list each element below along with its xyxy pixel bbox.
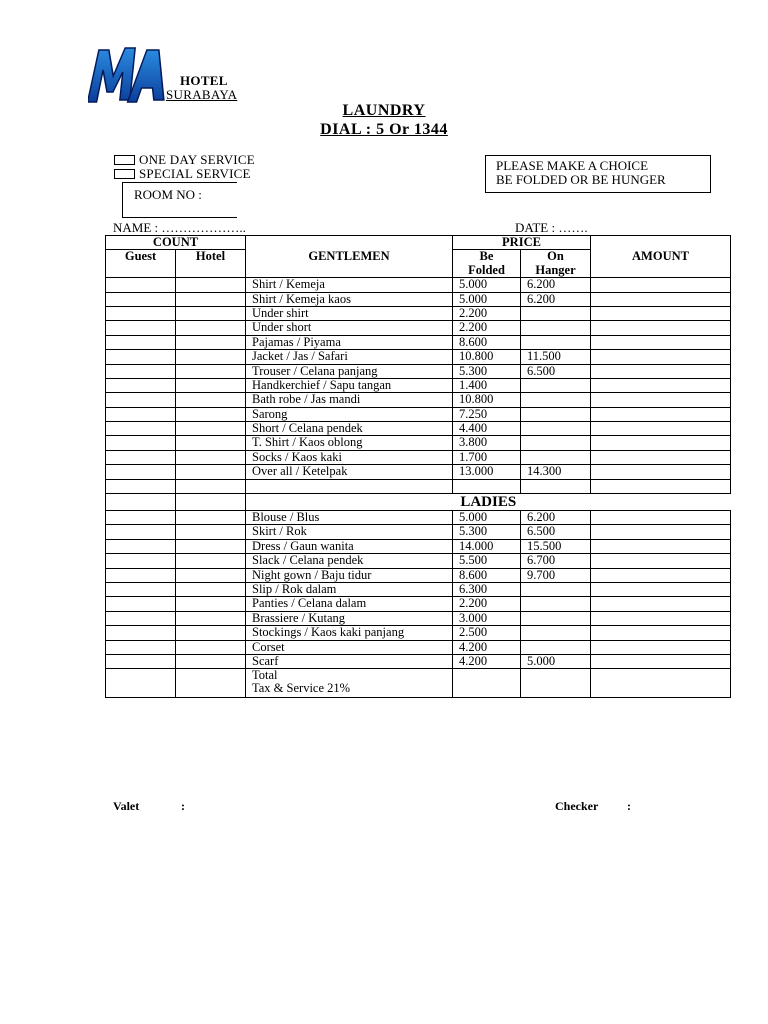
item-name: Under shirt xyxy=(246,306,453,320)
hotel-count-cell[interactable] xyxy=(176,654,246,668)
guest-count-cell[interactable] xyxy=(106,539,176,553)
amount-cell[interactable] xyxy=(591,306,731,320)
price-hanger xyxy=(521,378,591,392)
guest-count-cell[interactable] xyxy=(106,479,176,493)
valet-label: Valet xyxy=(113,799,140,813)
amount-cell[interactable] xyxy=(591,436,731,450)
amount-cell[interactable] xyxy=(591,465,731,479)
total-tax-cell xyxy=(246,669,453,698)
item-name: Brassiere / Kutang xyxy=(246,611,453,625)
total-row xyxy=(106,669,731,698)
table-row xyxy=(106,626,731,640)
table-row xyxy=(106,364,731,378)
guest-count-cell[interactable] xyxy=(106,321,176,335)
hotel-count-cell[interactable] xyxy=(176,626,246,640)
price-hanger: 6.200 xyxy=(521,292,591,306)
item-name: Scarf xyxy=(246,654,453,668)
room-number-label: ROOM NO : xyxy=(134,187,202,202)
table-row xyxy=(106,422,731,436)
table-row xyxy=(106,640,731,654)
one-day-service-label: ONE DAY SERVICE xyxy=(139,152,255,167)
price-hanger xyxy=(521,597,591,611)
price-hanger xyxy=(521,436,591,450)
price-hanger: 11.500 xyxy=(521,350,591,364)
date-field[interactable]: DATE : ……. xyxy=(515,220,588,235)
price-hanger xyxy=(521,479,591,493)
guest-header: Guest xyxy=(106,250,176,278)
hotel-logo xyxy=(88,42,168,108)
amount-cell[interactable] xyxy=(591,626,731,640)
table-row xyxy=(106,350,731,364)
guest-count-cell[interactable] xyxy=(106,335,176,349)
price-hanger xyxy=(521,407,591,421)
price-folded: 2.200 xyxy=(453,306,521,320)
price-folded xyxy=(453,669,521,698)
laundry-price-table xyxy=(105,235,731,698)
hotel-count-cell[interactable] xyxy=(176,407,246,421)
table-row xyxy=(106,436,731,450)
hotel-count-cell[interactable] xyxy=(176,479,246,493)
price-folded: 10.800 xyxy=(453,393,521,407)
price-folded: 7.250 xyxy=(453,407,521,421)
price-hanger xyxy=(521,321,591,335)
price-folded: 2.200 xyxy=(453,321,521,335)
price-folded: 5.000 xyxy=(453,292,521,306)
amount-cell[interactable] xyxy=(591,321,731,335)
guest-count-cell[interactable] xyxy=(106,436,176,450)
item-name: T. Shirt / Kaos oblong xyxy=(246,436,453,450)
price-folded: 5.500 xyxy=(453,554,521,568)
price-hanger xyxy=(521,626,591,640)
one-day-service-checkbox[interactable] xyxy=(114,155,135,165)
amount-cell[interactable] xyxy=(591,525,731,539)
table-row xyxy=(106,278,731,292)
guest-count-cell[interactable] xyxy=(106,597,176,611)
guest-count-cell[interactable] xyxy=(106,494,176,511)
price-folded: 1.400 xyxy=(453,378,521,392)
guest-count-cell[interactable] xyxy=(106,465,176,479)
hotel-header: Hotel xyxy=(176,250,246,278)
price-hanger xyxy=(521,669,591,698)
price-hanger: 6.200 xyxy=(521,511,591,525)
price-folded: 1.700 xyxy=(453,450,521,464)
table-row xyxy=(106,378,731,392)
guest-count-cell[interactable] xyxy=(106,350,176,364)
price-hanger xyxy=(521,450,591,464)
amount-cell[interactable] xyxy=(591,640,731,654)
price-folded: 4.200 xyxy=(453,640,521,654)
hotel-count-cell[interactable] xyxy=(176,422,246,436)
choice-note-line1: PLEASE MAKE A CHOICE xyxy=(496,158,649,173)
price-hanger: 6.500 xyxy=(521,364,591,378)
price-folded: 4.400 xyxy=(453,422,521,436)
hotel-count-cell[interactable] xyxy=(176,450,246,464)
hotel-count-cell[interactable] xyxy=(176,306,246,320)
price-folded: 2.500 xyxy=(453,626,521,640)
table-row xyxy=(106,335,731,349)
price-header: PRICE xyxy=(453,236,591,250)
price-hanger: 6.200 xyxy=(521,278,591,292)
price-folded: 5.300 xyxy=(453,364,521,378)
item-name: Pajamas / Piyama xyxy=(246,335,453,349)
guest-count-cell[interactable] xyxy=(106,292,176,306)
item-name: Sarong xyxy=(246,407,453,421)
hotel-count-cell[interactable] xyxy=(176,278,246,292)
guest-count-cell[interactable] xyxy=(106,422,176,436)
item-name xyxy=(246,479,453,493)
amount-total-cell[interactable] xyxy=(591,669,731,698)
item-name: Night gown / Baju tidur xyxy=(246,568,453,582)
table-row xyxy=(106,597,731,611)
hotel-count-cell[interactable] xyxy=(176,436,246,450)
amount-cell[interactable] xyxy=(591,582,731,596)
guest-count-cell[interactable] xyxy=(106,511,176,525)
amount-cell[interactable] xyxy=(591,597,731,611)
be-folded-header-2: Folded xyxy=(453,264,521,278)
guest-count-cell[interactable] xyxy=(106,611,176,625)
on-hanger-header: On xyxy=(521,250,591,264)
hotel-count-cell[interactable] xyxy=(176,321,246,335)
hotel-count-cell[interactable] xyxy=(176,335,246,349)
choice-note-box xyxy=(485,155,711,193)
amount-cell[interactable] xyxy=(591,378,731,392)
special-service-checkbox[interactable] xyxy=(114,169,135,179)
table-row xyxy=(106,511,731,525)
item-name: Under short xyxy=(246,321,453,335)
table-row xyxy=(106,450,731,464)
price-folded: 6.300 xyxy=(453,582,521,596)
amount-cell[interactable] xyxy=(591,393,731,407)
amount-cell[interactable] xyxy=(591,350,731,364)
price-folded: 3.800 xyxy=(453,436,521,450)
price-hanger xyxy=(521,611,591,625)
amount-cell[interactable] xyxy=(591,568,731,582)
price-hanger: 14.300 xyxy=(521,465,591,479)
tax-service-label: Tax & Service 21% xyxy=(252,681,351,696)
item-name: Short / Celana pendek xyxy=(246,422,453,436)
price-folded: 5.000 xyxy=(453,278,521,292)
form-title: LAUNDRY xyxy=(342,102,426,119)
hotel-count-cell[interactable] xyxy=(176,525,246,539)
guest-count-cell[interactable] xyxy=(106,669,176,698)
hotel-count-cell[interactable] xyxy=(176,494,246,511)
table-row xyxy=(106,611,731,625)
price-hanger xyxy=(521,422,591,436)
item-name: Over all / Ketelpak xyxy=(246,465,453,479)
table-row xyxy=(106,525,731,539)
table-row xyxy=(106,321,731,335)
price-hanger xyxy=(521,582,591,596)
special-service-label: SPECIAL SERVICE xyxy=(139,166,251,181)
hotel-count-cell[interactable] xyxy=(176,393,246,407)
price-hanger xyxy=(521,306,591,320)
hotel-count-cell[interactable] xyxy=(176,292,246,306)
item-name: Blouse / Blus xyxy=(246,511,453,525)
amount-header: AMOUNT xyxy=(591,236,731,278)
price-folded: 2.200 xyxy=(453,597,521,611)
dial-number: DIAL : 5 Or 1344 xyxy=(320,121,448,138)
amount-cell[interactable] xyxy=(591,278,731,292)
be-folded-header: Be xyxy=(453,250,521,264)
table-row xyxy=(106,554,731,568)
hotel-count-cell[interactable] xyxy=(176,511,246,525)
hotel-count-cell[interactable] xyxy=(176,640,246,654)
hotel-count-cell[interactable] xyxy=(176,597,246,611)
amount-cell[interactable] xyxy=(591,654,731,668)
guest-count-cell[interactable] xyxy=(106,278,176,292)
amount-cell[interactable] xyxy=(591,611,731,625)
amount-cell[interactable] xyxy=(591,554,731,568)
on-hanger-header-2: Hanger xyxy=(521,264,591,278)
guest-count-cell[interactable] xyxy=(106,378,176,392)
price-hanger: 9.700 xyxy=(521,568,591,582)
item-name: Slack / Celana pendek xyxy=(246,554,453,568)
guest-count-cell[interactable] xyxy=(106,306,176,320)
hotel-city: SURABAYA xyxy=(166,87,238,102)
item-name: Dress / Gaun wanita xyxy=(246,539,453,553)
price-folded xyxy=(453,479,521,493)
item-name: Shirt / Kemeja kaos xyxy=(246,292,453,306)
guest-count-cell[interactable] xyxy=(106,640,176,654)
hotel-count-cell[interactable] xyxy=(176,364,246,378)
price-folded: 8.600 xyxy=(453,568,521,582)
amount-cell[interactable] xyxy=(591,364,731,378)
price-folded: 3.000 xyxy=(453,611,521,625)
table-row xyxy=(106,393,731,407)
amount-cell[interactable] xyxy=(591,422,731,436)
choice-note-line2: BE FOLDED OR BE HUNGER xyxy=(496,172,666,187)
table-row xyxy=(106,292,731,306)
guest-count-cell[interactable] xyxy=(106,626,176,640)
price-folded: 14.000 xyxy=(453,539,521,553)
amount-cell[interactable] xyxy=(591,479,731,493)
guest-count-cell[interactable] xyxy=(106,407,176,421)
gentlemen-header: GENTLEMEN xyxy=(246,236,453,278)
price-hanger: 6.700 xyxy=(521,554,591,568)
price-folded: 13.000 xyxy=(453,465,521,479)
price-folded: 5.000 xyxy=(453,511,521,525)
table-row xyxy=(106,568,731,582)
checker-label: Checker xyxy=(555,799,599,813)
guest-count-cell[interactable] xyxy=(106,525,176,539)
total-label: Total xyxy=(252,668,278,683)
price-folded: 4.200 xyxy=(453,654,521,668)
price-hanger xyxy=(521,393,591,407)
item-name: Jacket / Jas / Safari xyxy=(246,350,453,364)
ladies-section-row xyxy=(106,494,731,511)
price-hanger xyxy=(521,640,591,654)
amount-cell[interactable] xyxy=(591,407,731,421)
item-name: Handkerchief / Sapu tangan xyxy=(246,378,453,392)
hotel-count-cell[interactable] xyxy=(176,539,246,553)
item-name: Socks / Kaos kaki xyxy=(246,450,453,464)
item-name: Trouser / Celana panjang xyxy=(246,364,453,378)
ladies-header: LADIES xyxy=(246,494,731,511)
price-hanger: 5.000 xyxy=(521,654,591,668)
hotel-word: HOTEL xyxy=(180,73,228,88)
count-header: COUNT xyxy=(106,236,246,250)
item-name: Slip / Rok dalam xyxy=(246,582,453,596)
amount-cell[interactable] xyxy=(591,539,731,553)
guest-count-cell[interactable] xyxy=(106,654,176,668)
hotel-count-cell[interactable] xyxy=(176,350,246,364)
valet-colon: : xyxy=(181,799,185,813)
header-row-1 xyxy=(106,236,731,250)
guest-count-cell[interactable] xyxy=(106,450,176,464)
item-name: Shirt / Kemeja xyxy=(246,278,453,292)
amount-cell[interactable] xyxy=(591,335,731,349)
item-name: Skirt / Rok xyxy=(246,525,453,539)
price-hanger: 15.500 xyxy=(521,539,591,553)
name-field[interactable]: NAME : ……………….. xyxy=(113,220,246,235)
item-name: Corset xyxy=(246,640,453,654)
guest-count-cell[interactable] xyxy=(106,364,176,378)
table-row xyxy=(106,539,731,553)
price-hanger: 6.500 xyxy=(521,525,591,539)
guest-count-cell[interactable] xyxy=(106,393,176,407)
price-folded: 5.300 xyxy=(453,525,521,539)
hotel-count-cell[interactable] xyxy=(176,568,246,582)
price-folded: 8.600 xyxy=(453,335,521,349)
item-name: Bath robe / Jas mandi xyxy=(246,393,453,407)
amount-cell[interactable] xyxy=(591,511,731,525)
hotel-count-cell[interactable] xyxy=(176,378,246,392)
table-row xyxy=(106,306,731,320)
table-row xyxy=(106,479,731,493)
checker-colon: : xyxy=(627,799,631,813)
price-hanger xyxy=(521,335,591,349)
guest-count-cell[interactable] xyxy=(106,582,176,596)
guest-count-cell[interactable] xyxy=(106,568,176,582)
hotel-count-cell[interactable] xyxy=(176,554,246,568)
item-name: Stockings / Kaos kaki panjang xyxy=(246,626,453,640)
hotel-count-cell[interactable] xyxy=(176,611,246,625)
table-row xyxy=(106,582,731,596)
hotel-count-cell[interactable] xyxy=(176,582,246,596)
amount-cell[interactable] xyxy=(591,450,731,464)
hotel-count-cell[interactable] xyxy=(176,465,246,479)
hotel-count-cell[interactable] xyxy=(176,669,246,698)
guest-count-cell[interactable] xyxy=(106,554,176,568)
table-row xyxy=(106,407,731,421)
item-name: Panties / Celana dalam xyxy=(246,597,453,611)
price-folded: 10.800 xyxy=(453,350,521,364)
table-row xyxy=(106,465,731,479)
amount-cell[interactable] xyxy=(591,292,731,306)
table-row xyxy=(106,654,731,668)
